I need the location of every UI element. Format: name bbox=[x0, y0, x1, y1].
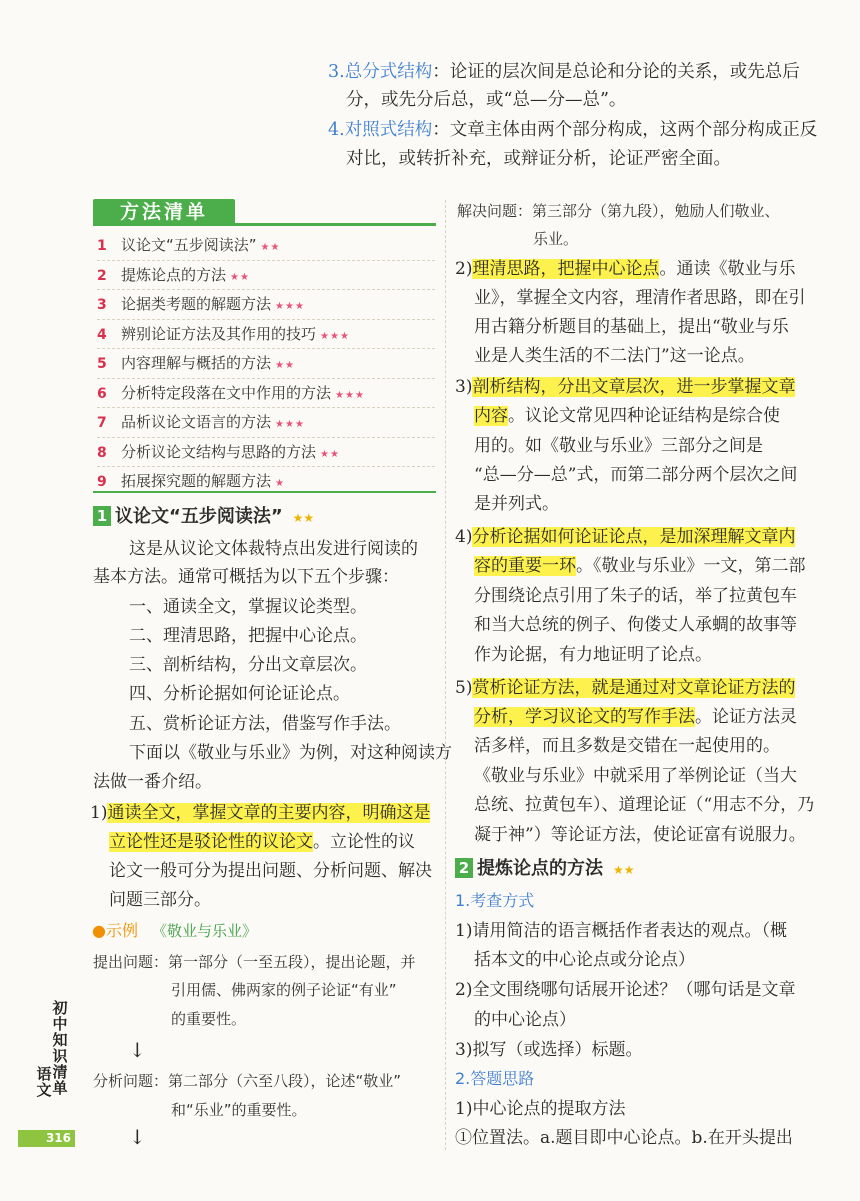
answer-method-heading: 1)中心论点的提取方法 bbox=[455, 1099, 626, 1119]
method-item bbox=[97, 408, 435, 438]
question-1-line-1: 1)请用简洁的语言概括作者表达的观点。（概 bbox=[455, 921, 787, 941]
structure-4-text: ：文章主体由两个部分构成，这两个部分构成正反 bbox=[432, 120, 818, 140]
down-arrow-icon: ↓ bbox=[129, 1125, 146, 1149]
example-title: 《敬业与乐业》 bbox=[151, 922, 257, 940]
book-title-char: 知 bbox=[52, 1031, 68, 1049]
book-title-char: 中 bbox=[52, 1015, 68, 1033]
highlighted-text: 剖析结构，分出文章层次，进一步掌握文章 bbox=[472, 377, 796, 397]
star-icon: ★★★ bbox=[320, 330, 350, 342]
item-text: 。论证方法灵 bbox=[695, 707, 797, 727]
section-2-heading bbox=[455, 858, 635, 881]
method-item bbox=[97, 379, 435, 409]
highlighted-text: 内容 bbox=[474, 406, 508, 426]
highlighted-text: 分析论据如何论证论点，是加深理解文章内 bbox=[472, 527, 796, 547]
example-part-2-line-2: 和“乐业”的重要性。 bbox=[171, 1101, 307, 1119]
section-title: 议论文“五步阅读法” bbox=[115, 506, 283, 527]
highlighted-text: 容的重要一环 bbox=[474, 556, 576, 576]
example-heading bbox=[92, 921, 257, 941]
down-arrow-icon: ↓ bbox=[129, 1038, 146, 1062]
method-item-text: 内容理解与概括的方法 bbox=[121, 354, 272, 372]
question-2-line-1: 2)全文围绕哪句话展开论述？（哪句话是文章 bbox=[455, 980, 796, 1000]
method-item-number: 9 bbox=[97, 474, 107, 490]
item-1-line-2 bbox=[109, 832, 415, 852]
item-3-line-1 bbox=[455, 377, 795, 397]
structure-4-line-2: 对比，或转折补充，或辩证分析，论证严密全面。 bbox=[346, 149, 731, 169]
step-2: 二、理清思路，把握中心论点。 bbox=[129, 626, 367, 646]
example-part-2-line-1: 分析问题：第二部分（六至八段），论述“敬业” bbox=[93, 1072, 402, 1090]
method-item-number: 7 bbox=[97, 415, 107, 431]
method-item-text: 品析议论文语言的方法 bbox=[121, 413, 272, 431]
item-4-line-2 bbox=[474, 556, 806, 576]
method-item-text: 分析议论文结构与思路的方法 bbox=[121, 442, 317, 461]
item-5-line-3: 活多样，而且多数是交错在一起使用的。 bbox=[474, 736, 780, 756]
example-part-1-line-2: 引用儒、佛两家的例子论证“有业” bbox=[171, 981, 397, 999]
item-number: 1) bbox=[90, 803, 108, 823]
item-text: 。立论性的议 bbox=[313, 832, 415, 852]
item-3-line-5: 是并列式。 bbox=[474, 494, 559, 514]
structure-3-line-2: 分，或先分后总，或“总—分—总”。 bbox=[346, 90, 627, 110]
star-icon: ★★ bbox=[275, 360, 295, 371]
example-intro-line-2: 法做一番介绍。 bbox=[93, 772, 212, 792]
item-2-line-4: 业是人类生活的不二法门”这一论点。 bbox=[474, 346, 755, 366]
method-item bbox=[97, 290, 435, 320]
item-1-line-1 bbox=[90, 803, 430, 823]
star-icon: ★★ bbox=[613, 863, 635, 877]
section-1-heading bbox=[93, 506, 314, 529]
method-item bbox=[97, 261, 435, 291]
item-5-line-5: 总统、拉黄包车）、道理论证（“用志不分，乃 bbox=[474, 795, 815, 815]
highlighted-text: 理清思路，把握中心论点 bbox=[472, 259, 660, 279]
bulb-icon: ● bbox=[92, 921, 106, 940]
subject-char: 语 bbox=[36, 1065, 52, 1083]
item-number: 3) bbox=[455, 377, 473, 397]
star-icon: ★★★ bbox=[275, 419, 305, 430]
example-label: 示例 bbox=[105, 921, 138, 940]
structure-4-label: 4.对照式结构 bbox=[328, 120, 433, 140]
subheading-2: 2.答题思路 bbox=[455, 1069, 535, 1088]
method-item-text: 拓展探究题的解题方法 bbox=[121, 472, 272, 490]
section-number-badge: 2 bbox=[455, 858, 473, 878]
method-item-text: 论据类考题的解题方法 bbox=[121, 295, 272, 313]
subheading-1: 1.考查方式 bbox=[455, 891, 535, 910]
method-item-number: 3 bbox=[97, 297, 107, 313]
star-icon: ★★ bbox=[320, 448, 340, 460]
book-title bbox=[52, 1000, 68, 1096]
example-part-1-line-1: 提出问题：第一部分（一至五段），提出论题，并 bbox=[93, 953, 416, 971]
column-divider bbox=[445, 200, 446, 1150]
intro-line-2: 基本方法。通常可概括为以下五个步骤： bbox=[93, 567, 399, 587]
item-2-line-1 bbox=[455, 259, 795, 279]
step-1: 一、通读全文，掌握议论类型。 bbox=[129, 597, 367, 617]
step-5: 五、赏析论证方法，借鉴写作手法。 bbox=[129, 714, 401, 734]
item-number: 5) bbox=[455, 678, 473, 698]
method-item-number: 8 bbox=[97, 444, 107, 461]
method-item-text: 分析特定段落在文中作用的方法 bbox=[121, 383, 332, 402]
method-item-number: 2 bbox=[97, 267, 107, 284]
item-text: 。议论文常见四种论证结构是综合使 bbox=[508, 406, 780, 426]
item-text: 。通读《敬业与乐 bbox=[659, 259, 796, 279]
method-item-text: 辨别论证方法及其作用的技巧 bbox=[121, 324, 317, 343]
example-part-3-line-2: 乐业。 bbox=[533, 230, 579, 248]
book-title-char: 单 bbox=[52, 1079, 68, 1097]
item-5-line-4: 《敬业与乐业》中就采用了举例论证（当大 bbox=[474, 766, 797, 786]
item-3-line-3: 用的。如《敬业与乐业》三部分之间是 bbox=[474, 436, 763, 456]
step-4: 四、分析论据如何论证论点。 bbox=[129, 684, 350, 704]
method-item-number: 4 bbox=[97, 326, 107, 343]
method-item-number: 6 bbox=[97, 385, 107, 402]
example-part-1-line-3: 的重要性。 bbox=[171, 1010, 247, 1028]
star-icon: ★★ bbox=[292, 511, 315, 525]
highlighted-text: 分析，学习议论文的写作手法 bbox=[474, 707, 695, 727]
section-number-badge: 1 bbox=[93, 506, 111, 526]
structure-3-line-1 bbox=[328, 62, 800, 82]
structure-3-text: ：论证的层次间是总论和分论的关系，或先总后 bbox=[432, 62, 800, 82]
highlighted-text: 立论性还是驳论性的议论文 bbox=[109, 832, 313, 852]
item-3-line-4: “总—分—总”式，而第二部分两个层次之间 bbox=[474, 465, 798, 485]
item-4-line-4: 和当大总统的例子、佝偻丈人承蜩的故事等 bbox=[474, 615, 797, 635]
question-1-line-2: 括本文的中心论点或分论点） bbox=[474, 950, 695, 970]
book-title-char: 初 bbox=[52, 999, 68, 1017]
item-1-line-3: 论文一般可分为提出问题、分析问题、解决 bbox=[109, 861, 432, 881]
item-4-line-3: 分围绕论点引用了朱子的话，举了拉黄包车 bbox=[474, 586, 797, 606]
method-item-number: 5 bbox=[97, 356, 107, 372]
question-2-line-2: 的中心论点） bbox=[474, 1010, 576, 1030]
item-4-line-1 bbox=[455, 527, 795, 547]
highlighted-text: 通读全文，掌握文章的主要内容，明确这是 bbox=[107, 803, 431, 823]
star-icon: ★★ bbox=[230, 271, 250, 283]
item-4-line-5: 作为论据，有力地证明了论点。 bbox=[474, 645, 712, 665]
subject-name bbox=[36, 1066, 52, 1098]
example-intro-line-1: 下面以《敬业与乐业》为例，对这种阅读方 bbox=[129, 743, 452, 763]
item-number: 4) bbox=[455, 527, 473, 547]
page-number: 316 bbox=[18, 1130, 75, 1147]
intro-line-1: 这是从议论文体裁特点出发进行阅读的 bbox=[129, 539, 418, 559]
item-5-line-2 bbox=[474, 707, 797, 727]
example-part-3-line-1: 解决问题：第三部分（第九段），勉励人们敬业、 bbox=[457, 202, 780, 220]
method-item bbox=[97, 320, 435, 350]
item-2-line-2: 业》，掌握全文内容，理清作者思路，即在引 bbox=[474, 288, 806, 308]
book-title-char: 识 bbox=[52, 1047, 68, 1065]
book-title-char: 清 bbox=[52, 1063, 68, 1081]
highlighted-text: 赏析论证方法，就是通过对文章论证方法的 bbox=[472, 678, 796, 698]
star-icon: ★★★ bbox=[335, 389, 365, 401]
item-number: 2) bbox=[455, 259, 473, 279]
structure-4-line-1 bbox=[328, 120, 817, 140]
method-list bbox=[97, 231, 435, 496]
method-list-title: 方法清单 bbox=[93, 199, 235, 225]
method-item-number: 1 bbox=[97, 238, 107, 254]
star-icon: ★ bbox=[275, 478, 285, 489]
question-3: 3)拟写（或选择）标题。 bbox=[455, 1040, 643, 1060]
method-item-text: 提炼论点的方法 bbox=[121, 265, 227, 284]
method-list-bar bbox=[93, 223, 436, 226]
answer-method-line: ①位置法。a.题目即中心论点。b.在开头提出 bbox=[455, 1128, 793, 1148]
method-item bbox=[97, 438, 435, 468]
star-icon: ★★★ bbox=[275, 301, 305, 312]
item-2-line-3: 用古籍分析题目的基础上，提出“敬业与乐 bbox=[474, 317, 789, 337]
subject-char: 文 bbox=[36, 1081, 52, 1099]
step-3: 三、剖析结构，分出文章层次。 bbox=[129, 655, 367, 675]
method-item-text: 议论文“五步阅读法” bbox=[121, 236, 257, 254]
item-3-line-2 bbox=[474, 406, 780, 426]
item-5-line-6: 凝于神”）等论证方法，使论证富有说服力。 bbox=[474, 825, 806, 845]
structure-3-label: 3.总分式结构 bbox=[328, 62, 433, 82]
item-text: 。《敬业与乐业》一文，第二部 bbox=[576, 556, 806, 576]
method-item bbox=[97, 349, 435, 379]
item-5-line-1 bbox=[455, 678, 795, 698]
section-title: 提炼论点的方法 bbox=[477, 858, 603, 879]
item-1-line-4: 问题三部分。 bbox=[109, 890, 211, 910]
method-item bbox=[97, 231, 435, 261]
method-list-bottom-bar bbox=[93, 491, 436, 493]
star-icon: ★★ bbox=[260, 242, 281, 253]
